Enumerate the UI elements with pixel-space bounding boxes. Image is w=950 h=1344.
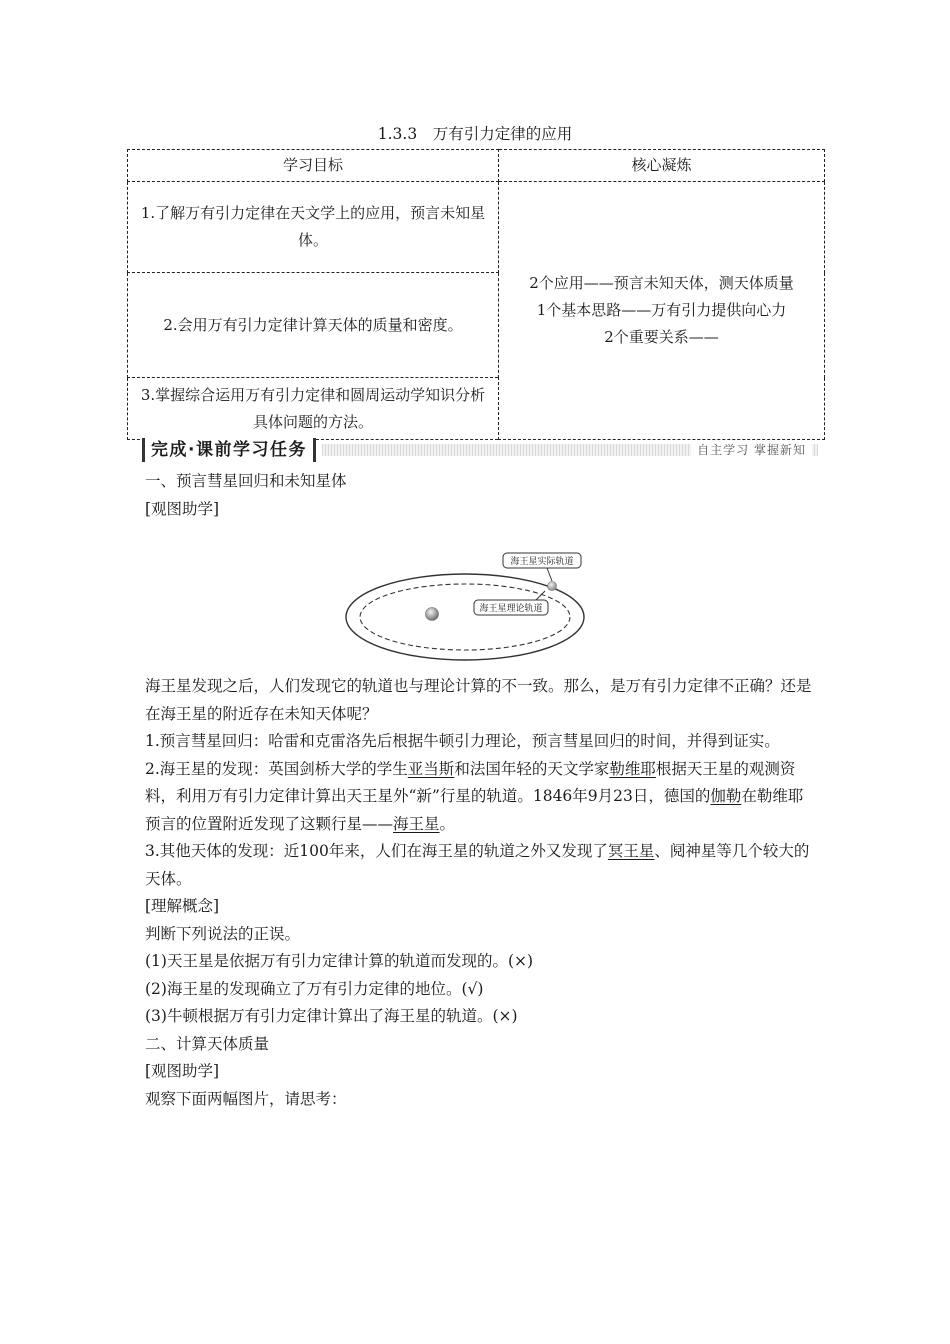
judge-item-1: (1)天王星是依据万有引力定律计算的轨道而发现的。(×) [145,952,534,970]
theoretical-orbit [360,584,570,650]
neptune-icon [548,582,557,591]
goal-2: 2.会用万有引力定律计算天体的质量和密度。 [128,273,499,378]
item-neptune [145,756,813,839]
answer-galle: 伽勒 [710,787,742,805]
item-other-bodies [145,838,813,893]
paragraph-question: 海王星发现之后，人们发现它的轨道也与理论计算的不一致。那么，是万有引力定律不正确？还是在海王星的附近存在未知天体呢？ [145,677,812,723]
section2-heading: 二、计算天体质量 [145,1034,270,1053]
text-span: 、阋神星等几个较大的天体。 [145,842,810,888]
orbit-figure [145,523,813,673]
section1-heading: 一、预言彗星回归和未知星体 [145,472,347,490]
goal-1: 1.了解万有引力定律在天文学上的应用，预言未知星体。 [128,182,499,273]
section1-tag-figure: [观图助学] [145,499,220,518]
answer-neptune: 海王星 [393,814,440,833]
answer-adams: 亚当斯 [407,759,455,778]
section2-tag-figure: [观图助学] [145,1062,220,1080]
label-actual-orbit: 海王星实际轨道 [510,557,574,567]
table-header-goals: 学习目标 [128,150,499,182]
text-span: 根据天王星的观测资料，利用万有引力定律计算出天王星外“新”行星的轨道。1846年9月23日，德国的 [145,759,796,805]
objectives-table [127,149,825,440]
sun-icon [426,608,439,621]
banner-subtitle: 自主学习 掌握新知 [691,441,812,459]
item-comet: 1.预言彗星回归：哈雷和克雷洛先后根据牛顿引力理论，预言彗星回归的时间，并得到证实。 [145,732,780,750]
text-span: 。 [439,814,456,833]
text-span: 在勒维耶预言的位置附近发现了这颗行星—— [145,787,804,833]
core-item-2: 1个基本思路——万有引力提供向心力 [536,301,787,319]
judge-instruction: 判断下列说法的正误。 [145,924,301,943]
answer-pluto: 冥王星 [607,842,655,860]
core-item-3: 2个重要关系—— [604,328,719,346]
text-span: 2.海王星的发现：英国剑桥大学的学生 [145,759,408,778]
text-span: 3.其他天体的发现：近100年来，人们在海王星的轨道之外又发现了 [145,842,608,860]
page-title: 1.3.3 万有引力定律的应用 [377,125,573,143]
judge-item-2: (2)海王星的发现确立了万有引力定律的地位。(√) [145,979,484,998]
goal-3: 3.掌握综合运用万有引力定律和圆周运动学知识分析具体问题的方法。 [128,378,499,440]
core-summary [499,182,825,440]
orbit-diagram [340,529,590,669]
banner-title: 完成·课前学习任务 [142,438,316,462]
main-content [145,468,813,1113]
text-span: 和法国年轻的天文学家 [454,759,610,778]
judge-item-3: (3)牛顿根据万有引力定律计算出了海王星的轨道。(×) [145,1007,518,1025]
section1-tag-concept: [理解概念] [145,897,220,915]
core-item-1: 2个应用——预言未知天体，测天体质量 [529,274,794,292]
section-banner [142,438,818,462]
label-theoretical-orbit: 海王星理论轨道 [479,604,543,614]
table-header-core: 核心凝炼 [499,150,825,182]
section2-prompt: 观察下面两幅图片，请思考： [145,1089,347,1108]
answer-leverrier: 勒维耶 [609,759,656,778]
